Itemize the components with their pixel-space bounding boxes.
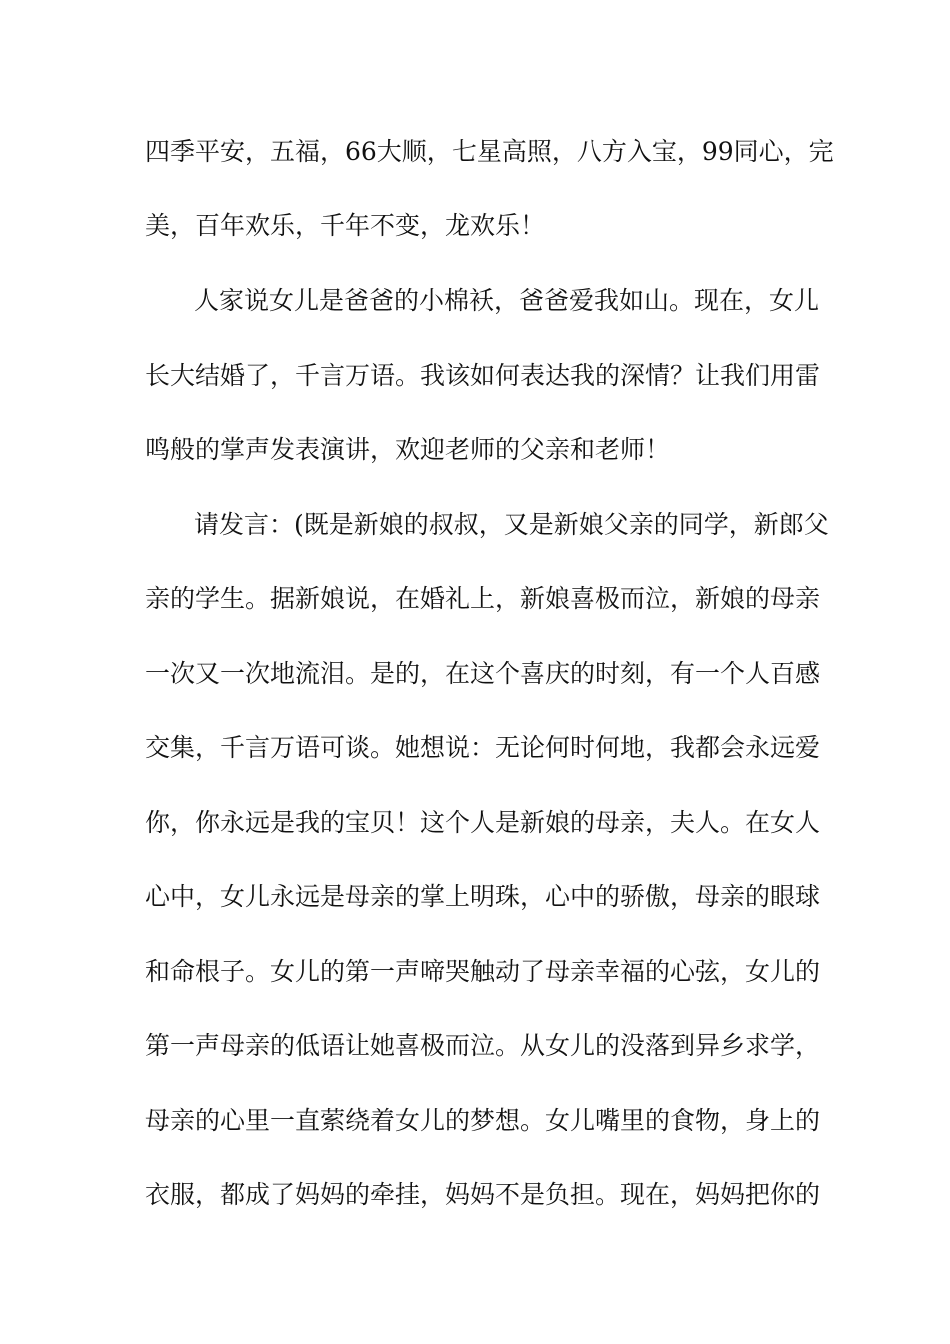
text-line: 母亲的心里一直萦绕着女儿的梦想。女儿嘴里的食物，身上的 [145,1106,821,1135]
text-line: 你，你永远是我的宝贝！这个人是新娘的母亲，夫人。在女人 [145,808,821,837]
text-line: 和命根子。女儿的第一声啼哭触动了母亲幸福的心弦，女儿的 [145,957,821,986]
text-line: 衣服，都成了妈妈的牵挂，妈妈不是负担。现在，妈妈把你的 [145,1180,821,1209]
text-line: 亲的学生。据新娘说，在婚礼上，新娘喜极而泣，新娘的母亲 [145,584,821,613]
text-line: 鸣般的掌声发表演讲，欢迎老师的父亲和老师！ [145,435,671,464]
text-line: 人家说女儿是爸爸的小棉袄，爸爸爱我如山。现在，女儿 [194,286,820,315]
text-line: 美，百年欢乐，千年不变，龙欢乐！ [145,211,546,240]
text-line: 第一声母亲的低语让她喜极而泣。从女儿的没落到异乡求学， [145,1031,821,1060]
text-line: 心中，女儿永远是母亲的掌上明珠，心中的骄傲，母亲的眼球 [145,882,821,911]
text-line: 四季平安，五福，66大顺，七星高照，八方入宝，99同心，完 [145,137,834,166]
text-line: 交集，千言万语可谈。她想说：无论何时何地，我都会永远爱 [145,733,821,762]
text-line: 长大结婚了，千言万语。我该如何表达我的深情？让我们用雷 [145,361,821,390]
text-line: 请发言：(既是新娘的叔叔，又是新娘父亲的同学，新郎父 [194,510,829,539]
text-line: 一次又一次地流泪。是的，在这个喜庆的时刻，有一个人百感 [145,659,821,688]
